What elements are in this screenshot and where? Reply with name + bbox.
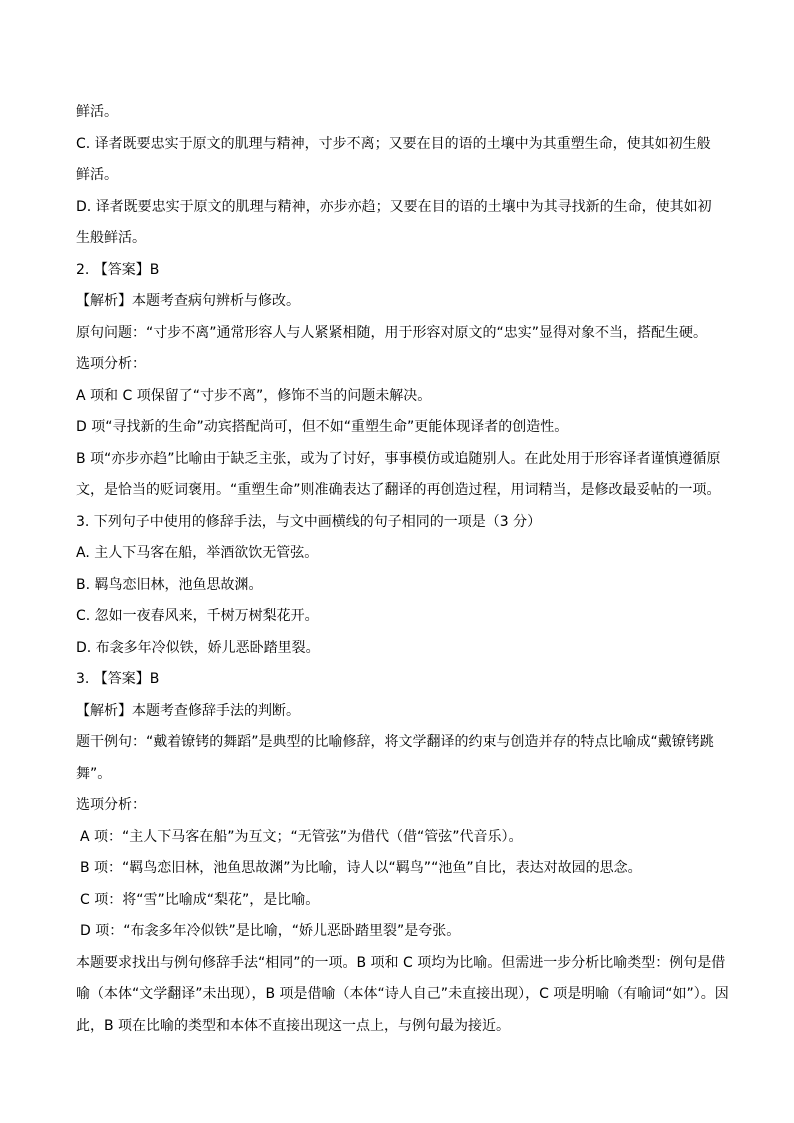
option-d-line-2: 生般鲜活。 <box>76 230 146 246</box>
question-3-option-d: D. 布衾多年冷似铁，娇儿恶卧踏里裂。 <box>76 639 320 656</box>
option-c-line-1: C. 译者既要忠实于原文的肌理与精神，寸步不离；又要在目的语的土壤中为其重塑生命，使其如初生般 <box>76 135 711 152</box>
question-3-option-c: C. 忽如一夜春风来，千树万树梨花开。 <box>76 608 319 624</box>
analysis-2-option-b-line-1: B 项“亦步亦趋”比喻由于缺乏主张，或为了讨好，事事模仿或追随别人。在此处用于形容译者谨慎遵循原 <box>76 450 721 467</box>
analysis-3-option-b: B 项：“羁鸟恋旧林，池鱼思故渊”为比喻，诗人以“羁鸟”“池鱼”自比，表达对故园的思念。 <box>80 860 642 876</box>
analysis-3-conclusion-line-3: 此，B 项在比喻的类型和本体不直接出现这一点上，与例句最为接近。 <box>76 1017 511 1034</box>
answer-2-heading: 2. 【答案】B <box>76 261 160 278</box>
question-3-stem: 3. 下列句子中使用的修辞手法，与文中画横线的句子相同的一项是（3 分） <box>76 513 542 530</box>
analysis-3-example-line-1: 题干例句：“戴着镣铐的舞蹈”是典型的比喻修辞，将文学翻译的约束与创造并存的特点比喻成“戴镣铐跳 <box>76 734 714 750</box>
analysis-2-heading: 【解析】本题考查病句辨析与修改。 <box>76 293 300 309</box>
option-d-line-1: D. 译者既要忠实于原文的肌理与精神，亦步亦趋；又要在目的语的土壤中为其寻找新的生命，使其如初 <box>76 198 712 215</box>
analysis-2-option-b-line-2: 文，是恰当的贬词褒用。“重塑生命”则准确表达了翻译的再创造过程，用词精当，是修改最妥帖的一项。 <box>76 482 721 498</box>
analysis-2-options-label: 选项分析： <box>76 356 146 372</box>
analysis-3-conclusion-line-1: 本题要求找出与例句修辞手法“相同”的一项。B 项和 C 项均为比喻。但需进一步分析比喻类型：例句是借 <box>76 954 726 971</box>
analysis-3-option-a: A 项：“主人下马客在船”为互文；“无管弦”为借代（借“管弦”代音乐）。 <box>80 828 523 845</box>
answer-3-heading: 3. 【答案】B <box>76 671 160 687</box>
analysis-2-option-ac: A 项和 C 项保留了“寸步不离”，修饰不当的问题未解决。 <box>76 387 432 404</box>
analysis-3-conclusion-line-2: 喻（本体“文学翻译”未出现），B 项是借喻（本体“诗人自己”未直接出现），C 项是明喻（有喻词“如”）。因 <box>76 986 729 1002</box>
text-line: 鲜活。 <box>76 104 118 120</box>
analysis-3-options-label: 选项分析： <box>76 797 146 813</box>
analysis-2-problem: 原句问题：“寸步不离”通常形容人与人紧紧相随，用于形容对原文的“忠实”显得对象不当，搭配生硬。 <box>76 324 708 341</box>
question-3-option-a: A. 主人下马客在船，举酒欲饮无管弦。 <box>76 545 319 561</box>
question-3-option-b: B. 羁鸟恋旧林，池鱼思故渊。 <box>76 576 263 593</box>
option-c-line-2: 鲜活。 <box>76 167 118 183</box>
analysis-3-option-d: D 项：“布衾多年冷似铁”是比喻，“娇儿恶卧踏里裂”是夸张。 <box>80 923 461 939</box>
analysis-3-option-c: C 项：将“雪”比喻成“梨花”，是比喻。 <box>80 891 320 908</box>
document-page <box>76 97 729 1042</box>
analysis-2-option-d: D 项“寻找新的生命”动宾搭配尚可，但不如“重塑生命”更能体现译者的创造性。 <box>76 419 569 435</box>
analysis-3-heading: 【解析】本题考查修辞手法的判断。 <box>76 702 300 719</box>
analysis-3-example-line-2: 舞”。 <box>76 765 112 782</box>
